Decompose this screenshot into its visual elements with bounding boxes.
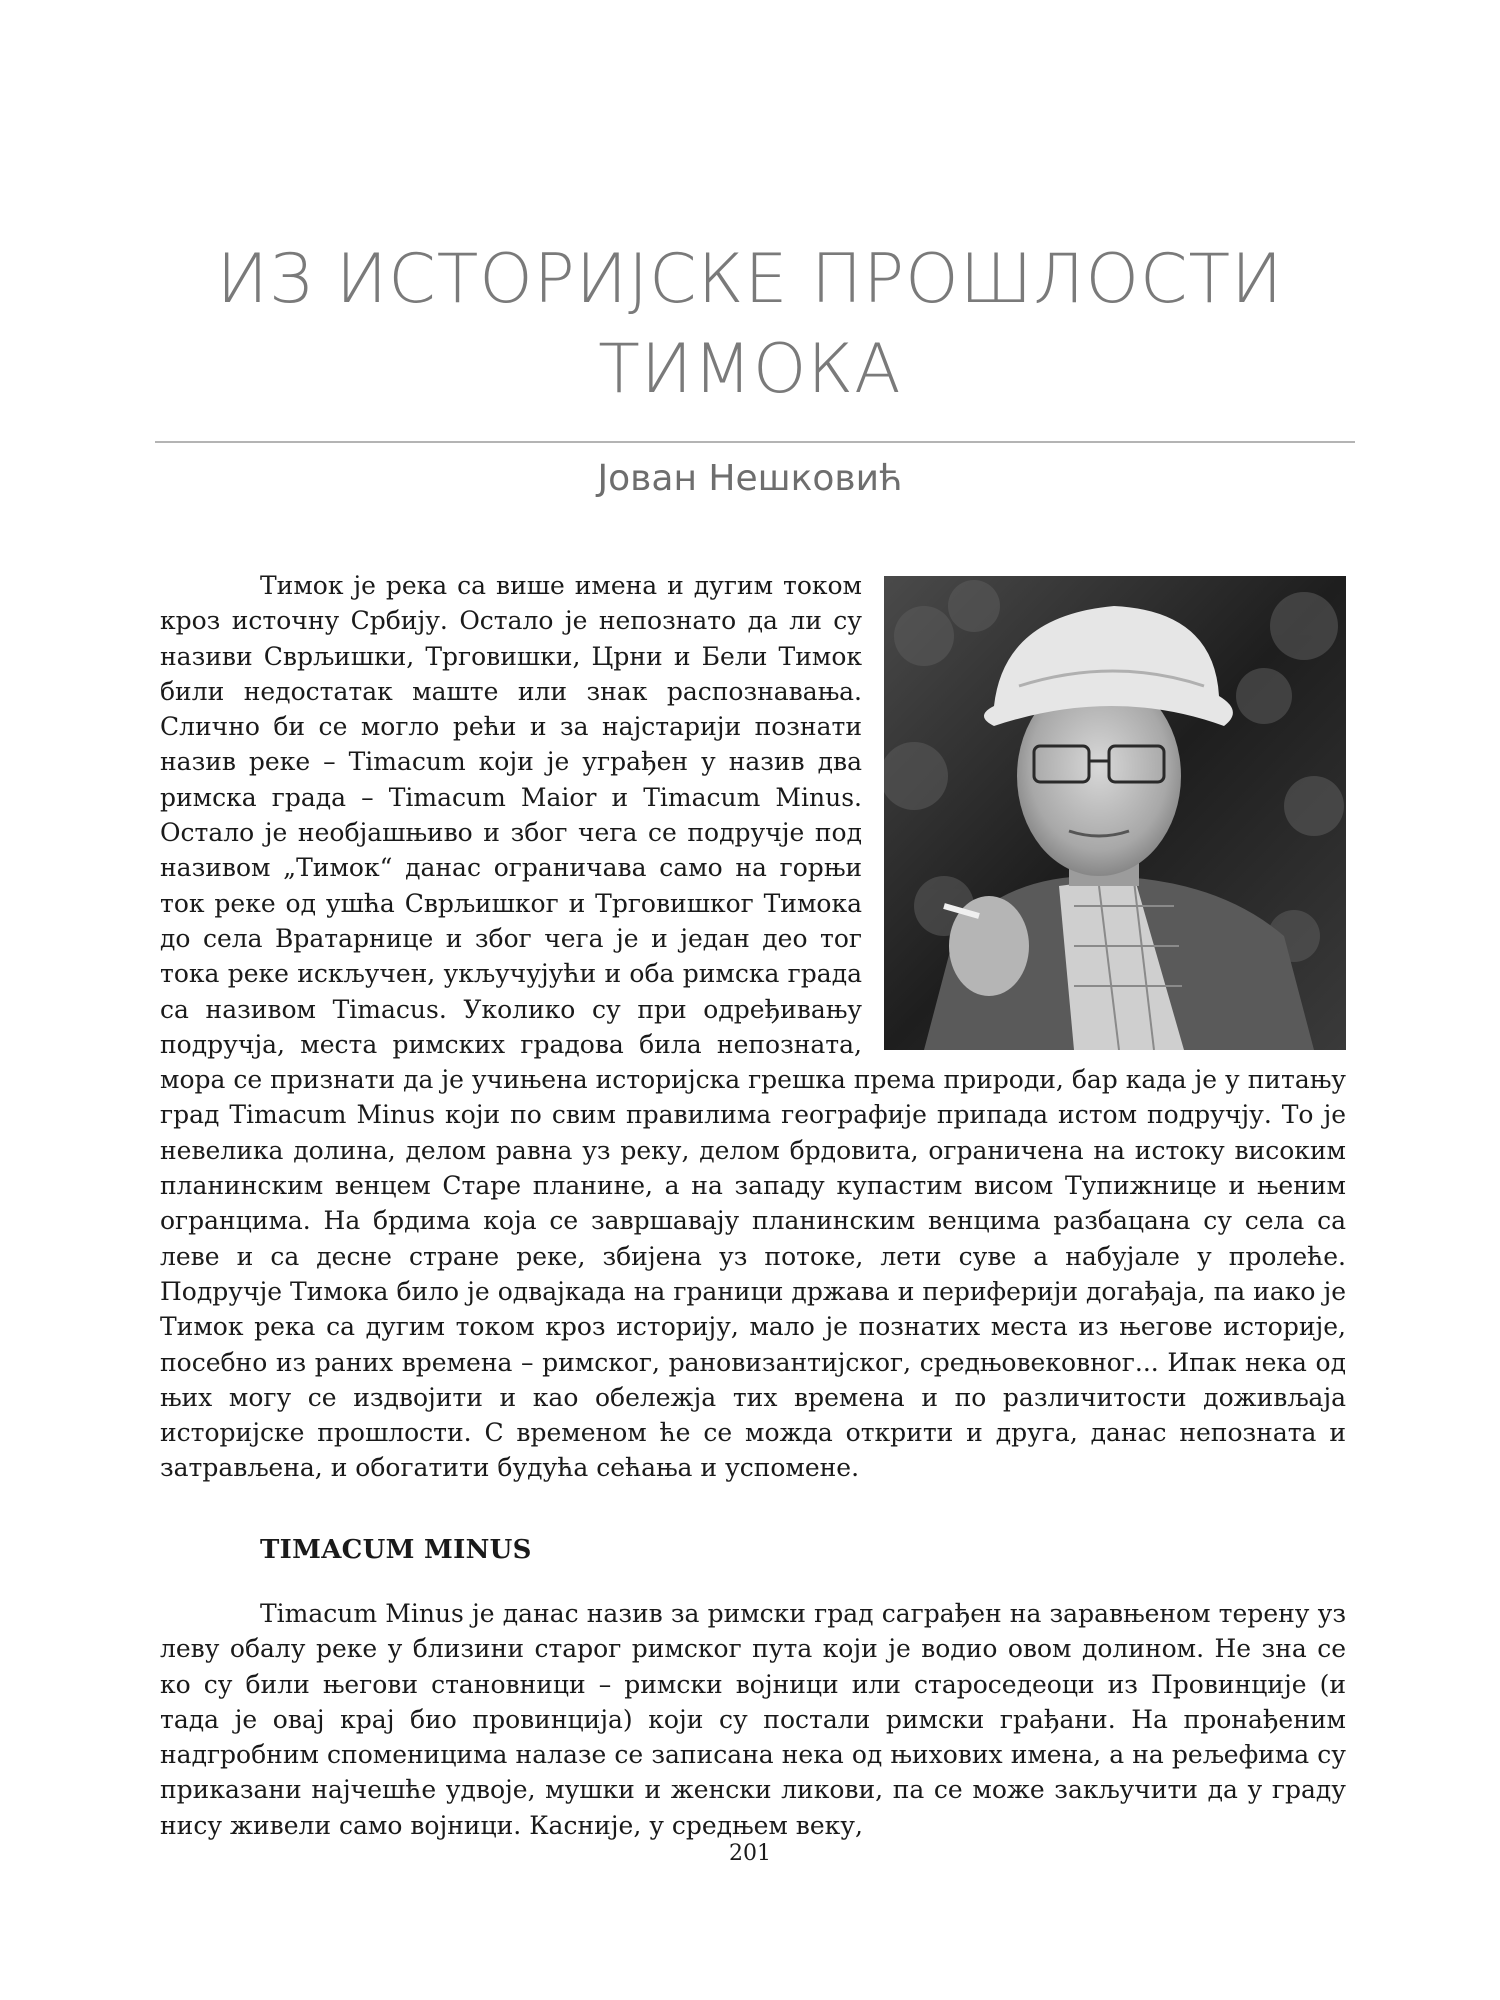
section-paragraph: Timacum Minus је данас назив за римски град саграђен на заравњеном терену уз леву обалу реке у близини старог римског пута који је водио овом долином. Не зна се ко су били његови становници – римски војници или староседеоци из Провинције (и тада је овај крај био провинција) који су постали римски грађани. На пронађеним надгробним споменицима налазе се записана нека од њихових имена, а на рељефима су приказани најчешће удвоје, мушки и женски ликови, па се може закључити да у граду нису живели само војници. Касније, у средњем веку, (160, 1599, 1346, 1840)
article-title (150, 235, 1350, 415)
intro-text-block (160, 568, 1346, 1486)
section-text-block (160, 1596, 1346, 1843)
page-number: 201 (729, 1841, 771, 1866)
article-title-line-1: ИЗ ИСТОРИЈСКЕ ПРОШЛОСТИ (216, 240, 1284, 319)
author-portrait (884, 576, 1346, 1050)
section-heading: TIMACUM MINUS (260, 1535, 532, 1565)
article-title-line-2: ТИМОКА (598, 330, 902, 409)
author-name: Јован Нешковић (597, 458, 903, 499)
portrait-photo-icon (884, 576, 1346, 1050)
title-divider (155, 441, 1355, 443)
intro-paragraph: Тимок је река са више имена и дугим током кроз источну Србију. Остало је непознато да ли су називи Сврљишки, Трговишки, Црни и Бели Тимок били недостатак маште или знак распознавања. Слично би се могло рећи и за најстарији познати назив реке – Timacum који је уграђен у назив два римска града – Timacum Maior и Timacum Minus. Остало је необјашњиво и због чега се подручје под називом „Тимок“ данас ограничава само на горњи ток реке од ушћа Сврљишког и Трговишког Тимока до села Вратарнице и због чега је и један део тог тока реке искључен, укључујући и оба римска града са називом Timacus. Уколико су при одређивању подручја, места римских градова била непозната, мора се признати да је учињена историјска грешка према природи, бар када је у питању град Timacum Minus који по свим правилима географије припада истом подручју. То је невелика долина, делом равна уз реку, делом брдовита, ограничена на истоку високим планинским венцем Старе планине, а на западу купастим висом Тупижнице и њеним огранцима. На брдима која се завршавају планинским венцима разбацана су села са леве и са десне стране реке, збијена уз потоке, лети суве а набујале у пролеће. Подручје Тимока било је одвајкада на граници држава и периферији догађаја, па иако је Тимок река са дугим током кроз историју, мало је познатих места из његове историје, посебно из раних времена – римског, рановизантијског, средњовековног... Ипак нека од њих могу се издвојити и као обележја тих времена и по различитости доживљаја историјске прошлости. С временом ће се можда открити и друга, данас непозната и затрављена, и обогатити будућа сећања и успомене. (160, 571, 1346, 1483)
